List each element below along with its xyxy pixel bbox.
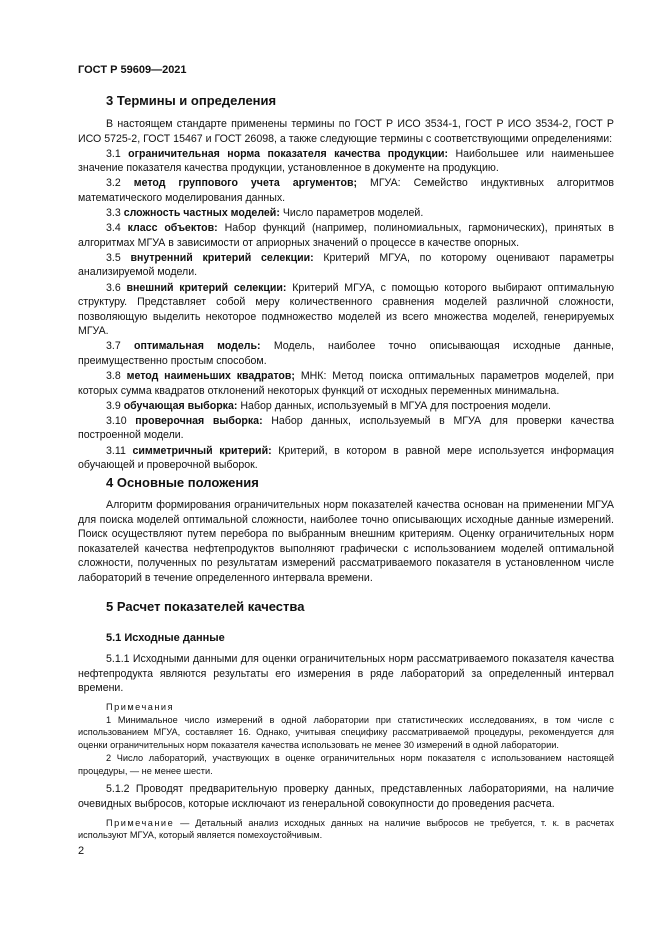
paragraph-5-1-2: 5.1.2 Проводят предварительную проверку данных, представленных лабораториями, на наличие очевидных выбросов, которые исключают из генеральной совокупности до проведения расчета. <box>78 783 614 810</box>
paragraph-5-1-1: 5.1.1 Исходными данными для оценки ограничительных норм рассматриваемого показателя качества нефтепродукта являются результаты его измерения в ряде лабораторий за определенный интервал времени. <box>78 653 614 695</box>
term-item <box>78 251 614 280</box>
term-name: внутренний критерий селекции: <box>130 251 314 264</box>
section-5-1-body <box>78 652 614 842</box>
term-definition: Набор функций (например, полиномиальных, гармонических), принятых в алгоритмах МГУА в зависимости от априорных значений о процессе в качестве опорных. <box>78 222 615 249</box>
note-2: 2 Число лабораторий, участвующих в оценке ограничительных норм показателя с использованием настоящей процедуры, — не менее шести. <box>78 753 614 776</box>
term-name: ограничительная норма показателя качества продукции: <box>128 147 449 160</box>
term-name: симметричный критерий: <box>132 444 272 457</box>
note-label: Примечание <box>106 817 175 828</box>
term-name: метод группового учета аргументов; <box>133 177 357 190</box>
note-3-text: — Детальный анализ исходных данных на наличие выбросов не требуется, т. к. в расчетах используют МГУА, который является помехоустойчивым. <box>78 817 614 841</box>
term-name: метод наименьших квадратов; <box>126 370 295 383</box>
term-name: оптимальная модель: <box>134 340 261 353</box>
note-1: 1 Минимальное число измерений в одной лаборатории при статистических исследованиях, в том числе с использованием МГУА, составляет 16. Однако, учитывая специфику рассматриваемой процедуры, рекомендуется для оценки ограничительных норм показателя качества использовать не менее 30 измерений в одной лаборатории. <box>78 714 614 751</box>
term-definition: МНК: Метод поиска оптимальных параметров моделей, при которых сумма квадратов отклонений некоторых функций от исходных переменных минимальна. <box>78 370 614 397</box>
term-item <box>78 414 614 443</box>
term-name: класс объектов: <box>127 222 218 235</box>
note-3 <box>78 817 614 842</box>
term-number: 3.3 <box>106 207 121 220</box>
term-number: 3.11 <box>106 444 126 457</box>
term-name: обучающая выборка: <box>123 399 238 412</box>
term-definition: Набор данных, используемый в МГУА для проверки качества построенной модели. <box>78 414 614 442</box>
section-3-title: 3 Термины и определения <box>106 93 277 108</box>
document-header: ГОСТ Р 59609—2021 <box>78 64 187 76</box>
subsection-5-1-title: 5.1 Исходные данные <box>106 632 225 644</box>
section-3-body <box>78 117 614 473</box>
term-item <box>78 399 614 414</box>
term-number: 3.10 <box>106 414 127 427</box>
term-name: проверочная выборка: <box>135 414 263 427</box>
term-item <box>78 339 614 368</box>
terms-list <box>78 147 614 473</box>
term-item <box>78 206 614 221</box>
section-3-intro: В настоящем стандарте применены термины по ГОСТ Р ИСО 3534-1, ГОСТ Р ИСО 3534-2, ГОСТ Р ИСО 5725-2, ГОСТ 15467 и ГОСТ 26098, а также следующие термины с соответствующими определениями: <box>78 118 614 145</box>
term-item <box>78 221 614 250</box>
term-number: 3.4 <box>106 222 121 235</box>
term-definition: Наибольшее или наименьшее значение показателя качества продукции, установленное в документе на продукцию. <box>78 147 614 175</box>
term-definition: Критерий МГУА, с помощью которого выбирают оптимальную структуру. Представляет собой меру количественного сравнения моделей различной сложности, позволяющую выделить некоторое подмножество моделей из всего множества моделей, генерируемых МГУА. <box>78 281 615 338</box>
term-number: 3.2 <box>106 177 121 190</box>
term-definition: Набор данных, используемый в МГУА для построения модели. <box>240 399 551 412</box>
page-number: 2 <box>78 845 85 857</box>
term-number: 3.7 <box>106 340 121 353</box>
term-item <box>78 444 614 473</box>
term-number: 3.8 <box>106 370 121 383</box>
term-number: 3.9 <box>106 399 121 412</box>
term-definition: МГУА: Семейство индуктивных алгоритмов математического моделирования данных. <box>78 177 614 204</box>
term-number: 3.1 <box>106 147 121 160</box>
term-item <box>78 281 614 339</box>
term-definition: Модель, наиболее точно описывающая исходные данные, преимущественно простым способом. <box>78 340 615 367</box>
term-definition: Число параметров моделей. <box>282 207 424 220</box>
term-number: 3.5 <box>106 251 121 264</box>
term-item <box>78 369 614 398</box>
term-item <box>78 147 614 176</box>
notes-label: Примечания <box>106 701 175 712</box>
term-definition: Критерий МГУА, по которому оценивают параметры анализируемой модели. <box>78 251 614 279</box>
term-definition: Критерий, в котором в равной мере используется информация обучающей и проверочной выборок. <box>78 444 615 472</box>
term-number: 3.6 <box>106 281 121 294</box>
section-4-title: 4 Основные положения <box>106 475 259 490</box>
section-4-text: Алгоритм формирования ограничительных норм показателей качества основан на применении МГУА для поиска моделей оптимальной сложности, наиболее точно описывающих исходные данные измерений. Поиск осуществляют путем перебора по выбранным внешним критериям. Оценку ограничительных норм показателей качества нефтепродуктов выполняют графически с использованием моделей оптимальной сложности, полученных по результатам измерений рассматриваемого показателя в установленном числе лабораторий в течение определенного интервала времени. <box>78 499 614 584</box>
term-name: внешний критерий селекции: <box>126 281 287 294</box>
term-name: сложность частных моделей: <box>123 207 280 220</box>
term-item <box>78 176 614 205</box>
section-5-title: 5 Расчет показателей качества <box>106 599 305 614</box>
section-4-body <box>78 498 614 586</box>
